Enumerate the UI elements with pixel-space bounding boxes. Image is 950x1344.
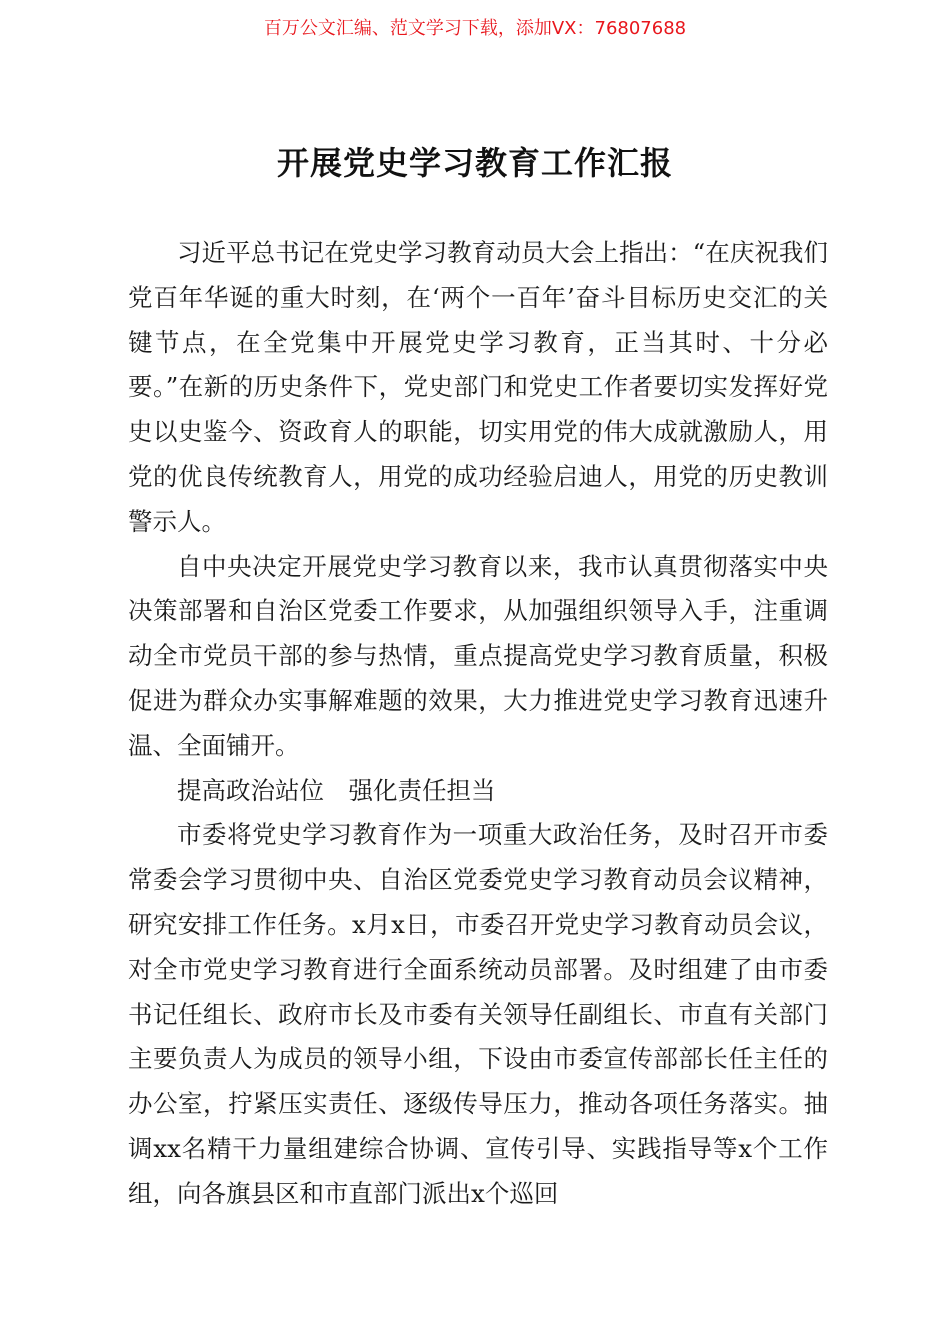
section-heading: 提高政治站位 强化责任担当 — [177, 775, 496, 805]
paragraph-section-body: 市委将党史学习教育作为一项重大政治任务，及时召开市委常委会学习贯彻中央、自治区党委党史学习教育动员会议精神，研究安排工作任务。x月x日，市委召开党史学习教育动员会议，对全市党史学习教育进行全面系统动员部署。及时组建了由市委书记任组长、政府市长及市委有关领导任副组长、市直有关部门主要负责人为成员的领导小组，下设由市委宣传部部长任主任的办公室，拧紧压实责任、逐级传导压力，推动各项任务落实。抽调xx名精干力量组建综合协调、宣传引导、实践指导等x个工作组，向各旗县区和市直部门派出x个巡回 — [128, 820, 828, 1208]
watermark-banner: 百万公文汇编、范文学习下载，添加VX：76807688 — [263, 18, 687, 39]
document-body — [128, 231, 828, 1217]
document-title: 开展党史学习教育工作汇报 — [276, 144, 673, 182]
paragraph-intro: 习近平总书记在党史学习教育动员大会上指出：“在庆祝我们党百年华诞的重大时刻，在‘两个一百年’奋斗目标历史交汇的关键节点，在全党集中开展党史学习教育，正当其时、十分必要。”在新的历史条件下，党史部门和党史工作者要切实发挥好党史以史鉴今、资政育人的职能，切实用党的伟大成就激励人，用党的优良传统教育人，用党的成功经验启迪人，用党的历史教训警示人。 — [128, 238, 828, 536]
paragraph-overview: 自中央决定开展党史学习教育以来，我市认真贯彻落实中央决策部署和自治区党委工作要求，从加强组织领导入手，注重调动全市党员干部的参与热情，重点提高党史学习教育质量，积极促进为群众办实事解难题的效果，大力推进党史学习教育迅速升温、全面铺开。 — [128, 551, 828, 760]
